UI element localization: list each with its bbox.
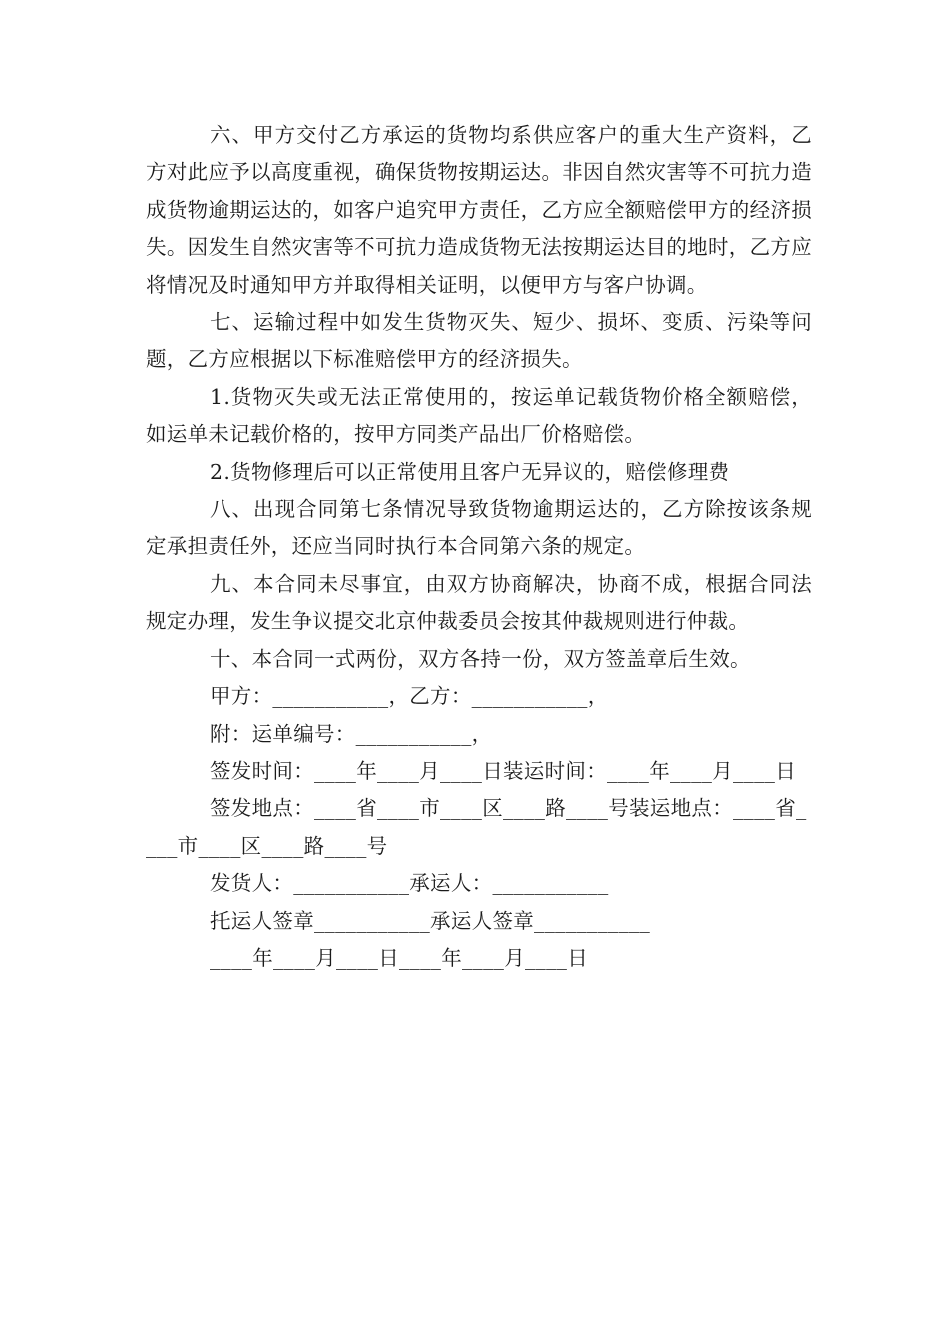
clause-10: 十、本合同一式两份，双方各持一份，双方签盖章后生效。	[210, 646, 751, 671]
document-body	[146, 117, 812, 977]
clause-7: 七、运输过程中如发生货物灭失、短少、损坏、变质、污染等问题，乙方应根据以下标准赔偿甲方的经济损失。	[146, 310, 812, 372]
clause-8: 八、出现合同第七条情况导致货物逾期运达的，乙方除按该条规定承担责任外，还应当同时执行本合同第六条的规定。	[146, 497, 812, 559]
clause-6: 六、甲方交付乙方承运的货物均系供应客户的重大生产资料，乙方对此应予以高度重视，确保货物按期运达。非因自然灾害等不可抗力造成货物逾期运达的，如客户追究甲方责任，乙方应全额赔偿甲方的经济损失。因发生自然灾害等不可抗力造成货物无法按期运达目的地时，乙方应将情况及时通知甲方并取得相关证明，以便甲方与客户协调。	[146, 123, 812, 297]
clause-7-item-1: 1.货物灭失或无法正常使用的，按运单记载货物价格全额赔偿，如运单未记载价格的，按甲方同类产品出厂价格赔偿。	[146, 384, 812, 447]
party-signature-line: 甲方：___________，乙方：___________，	[210, 684, 609, 709]
issue-location-line: 签发地点：____省____市____区____路____号装运地点：____省____市____区____路____号	[146, 796, 807, 858]
shipper-carrier-line: 发货人：___________承运人：___________	[210, 871, 609, 896]
clause-9: 九、本合同未尽事宜，由双方协商解决，协商不成，根据合同法规定办理，发生争议提交北京仲裁委员会按其仲裁规则进行仲裁。	[146, 571, 812, 634]
date-line: ____年____月____日____年____月____日	[210, 945, 588, 970]
issue-time-line: 签发时间：____年____月____日装运时间：____年____月____日	[210, 758, 796, 783]
waybill-number-line: 附：运单编号：___________，	[210, 721, 493, 746]
clause-7-item-2: 2.货物修理后可以正常使用且客户无异议的，赔偿修理费	[210, 459, 730, 484]
seal-line: 托运人签章___________承运人签章___________	[210, 908, 651, 933]
